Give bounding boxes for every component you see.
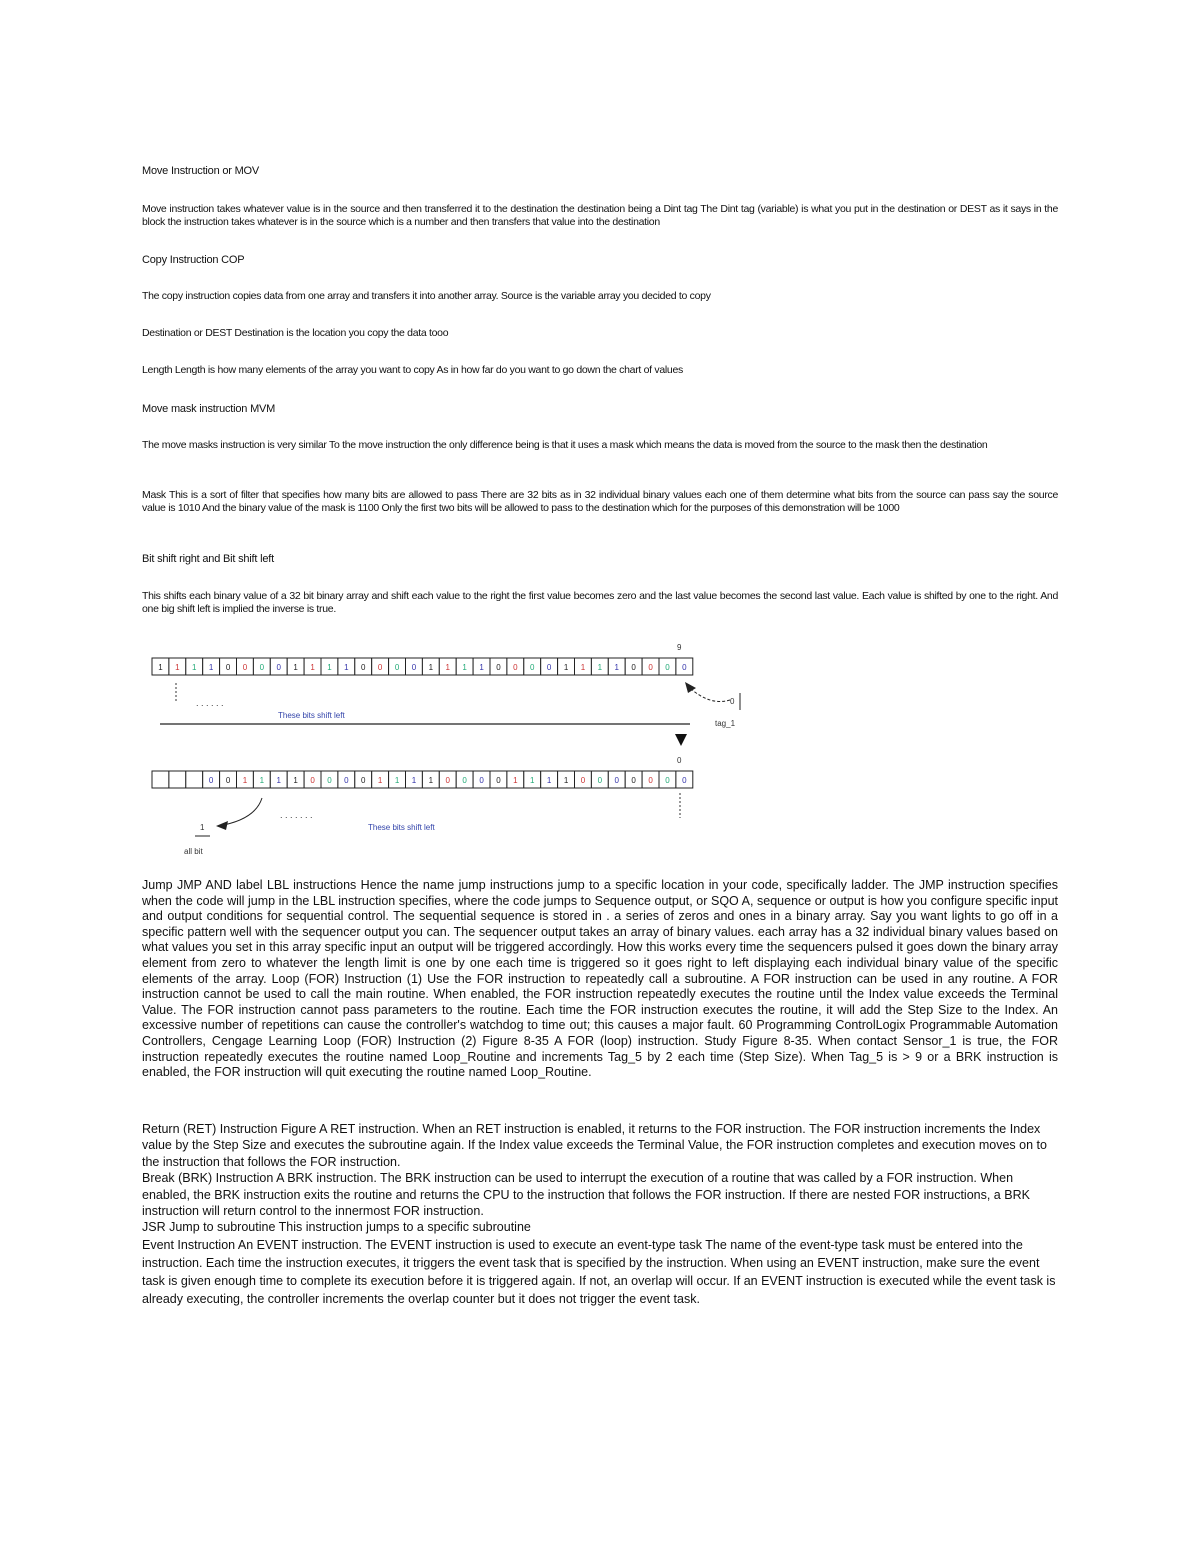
destination-paragraph: Destination or DEST Destination is the location you copy the data tooo xyxy=(142,327,449,339)
top-array-bit: 1 xyxy=(175,663,180,672)
shift-label-top: These bits shift left xyxy=(278,711,345,720)
brk-paragraph: Break (BRK) Instruction A BRK instruction. The BRK instruction can be used to interrupt the execution of a routine that was called by a FOR instruction. When enabled, the BRK instruction exits the routine and returns the CPU to the instruction that follows the FOR instruction. If there are nested FOR instructions, a BRK instruction will return control to the innermost FOR instruction. xyxy=(142,1171,1030,1219)
bottom-array-bit: 1 xyxy=(242,776,248,785)
top-array-bit: 0 xyxy=(665,663,670,672)
bottom-array-bit: 1 xyxy=(563,776,569,785)
top-array-bit: 1 xyxy=(428,663,434,672)
bottom-array-cell xyxy=(169,771,186,788)
bottom-array-bit: 0 xyxy=(682,776,687,785)
top-array-bit: 0 xyxy=(242,663,248,672)
bottom-marker: 0 xyxy=(677,756,682,765)
in-tag-label: tag_1 xyxy=(715,719,736,728)
cop-heading: Copy Instruction COP xyxy=(142,254,245,266)
mvm-paragraph: The move masks instruction is very similar To the move instruction the only difference being is that it uses a mask which means the data is moved from the source to the mask then the destination xyxy=(142,439,988,451)
top-array-bit: 1 xyxy=(208,663,214,672)
bottom-array-bit: 0 xyxy=(344,776,349,785)
bottom-array-bit: 0 xyxy=(208,776,214,785)
bottom-array-bit: 0 xyxy=(310,776,315,785)
bottom-array-bit: 0 xyxy=(580,776,586,785)
length-paragraph: Length Length is how many elements of the array you want to copy As in how far do you want to go down the chart of values xyxy=(142,364,683,376)
side-marker: 0 xyxy=(730,697,735,706)
bottom-array-bit: 1 xyxy=(394,776,400,785)
top-array-bit: 0 xyxy=(377,663,383,672)
bottom-array-bit: 0 xyxy=(479,776,484,785)
top-array-bit: 1 xyxy=(344,663,349,672)
mask-paragraph: Mask This is a sort of filter that specifies how many bits are allowed to pass There are 32 bits as in 32 individual binary values each one of them determine what bits from the source can pass say the source value is 1010 And the binary value of the mask is 1100 Only the first two bits will be allowed to pass to the destination which for the purposes of this demonstration will be 1000 xyxy=(142,489,1058,514)
top-array-bit: 1 xyxy=(293,663,298,672)
top-array-bit: 0 xyxy=(530,663,535,672)
bottom-array-bit: 0 xyxy=(462,776,467,785)
bitshift-heading: Bit shift right and Bit shift left xyxy=(142,553,274,565)
top-marker: 9 xyxy=(677,643,682,652)
top-array-bit: 0 xyxy=(225,663,231,672)
bottom-array-bit: 1 xyxy=(530,776,535,785)
mov-paragraph: Move instruction takes whatever value is in the source and then transferred it to the destination the destination being a Dint tag The Dint tag (variable) is what you put in the destination or DEST as it says in the block the instruction takes whatever is in the source which is a number and then transfers that value into the destination xyxy=(142,203,1058,228)
mvm-heading: Move mask instruction MVM xyxy=(142,403,276,415)
top-array-bit: 1 xyxy=(462,663,467,672)
bottom-array-bit: 0 xyxy=(496,776,501,785)
jump-paragraph: Jump JMP AND label LBL instructions Hence the name jump instructions jump to a specific location in your code, specifically ladder. The JMP instruction specifies when the code will jump in the LBL instruction specifies, where the code jumps to Sequence output, or SQO A, sequence or output is how you configure specific input and output conditions for sequential control. The sequential sequence is stored in . a series of zeros and ones in a binary array. Say you want lights to go off in a specific pattern well with the sequencer output you can. The sequencer output takes an array of binary values. each array has a 32 individual binary values based on what values you set in this array specific input an output will be triggered accordingly. How this works every time the sequencers pulsed it goes down the binary array element from zero to whatever the length limit is one by one each time is triggered so it goes right to left displaying each individual binary value of the specific elements of the array. Loop (FOR) Instruction (1) Use the FOR instruction to repeatedly call a subroutine. A FOR instruction can be used in any routine. A FOR instruction cannot be used to call the main routine. When enabled, the FOR instruction repeatedly executes the routine until the Index value exceeds the Terminal Value. The FOR instruction cannot pass parameters to the routine. Each time the FOR instruction executes the routine, it will add the Step Size to the Index. An excessive number of repetitions can cause the controller's watchdog to time out; this causes a major fault. 60 Programming ControlLogix Programmable Automation Controllers, Cengage Learning Loop (FOR) Instruction (2) Figure 8-35 A FOR (loop) instruction. Study Figure 8-35. When contact Sensor_1 is true, the FOR instruction repeatedly executes the routine named Loop_Routine and increments Tag_5 by 2 each time (Step Size). When Tag_5 is > 9 or a BRK instruction is enabled, the FOR instruction will quit executing the routine named Loop_Routine. xyxy=(142,878,1058,1080)
bottom-array-bit: 0 xyxy=(445,776,450,785)
top-array-bit: 1 xyxy=(327,663,332,672)
top-array-bit: 1 xyxy=(479,663,484,672)
bottom-array-cell xyxy=(152,771,169,788)
ret-paragraph: Return (RET) Instruction Figure A RET instruction. When an RET instruction is enabled, it returns to the FOR instruction. The FOR instruction increments the Index value by the Step Size and executes the subroutine again. If the Index value exceeds the Terminal Value, the FOR instruction completes and execution moves on to the instruction that follows the FOR instruction. xyxy=(142,1122,1047,1169)
bottom-array-bit: 1 xyxy=(259,776,265,785)
top-array-bit: 1 xyxy=(597,663,603,672)
bottom-array-bit: 0 xyxy=(361,776,366,785)
bottom-array-bit: 0 xyxy=(597,776,603,785)
bottom-array-bit: 1 xyxy=(428,776,434,785)
shift-label-bottom: These bits shift left xyxy=(368,823,435,832)
top-array-bit: 1 xyxy=(192,663,197,672)
top-array-bit: 0 xyxy=(513,663,518,672)
bottom-array-bit: 1 xyxy=(276,776,281,785)
cop-paragraph: The copy instruction copies data from one array and transfers it into another array. Source is the variable array you decided to copy xyxy=(142,290,711,302)
bottom-array-bit: 0 xyxy=(225,776,231,785)
bottom-array-bit: 1 xyxy=(293,776,298,785)
bit-shift-figure xyxy=(140,638,752,862)
bitshift-paragraph: This shifts each binary value of a 32 bit binary array and shift each value to the right the first value becomes zero and the last value becomes the second last value. Each value is shifted by one to the right. And one big shift left is implied the inverse is true. xyxy=(142,590,1058,615)
dots-top: . . . . . . xyxy=(196,698,224,708)
bottom-array-cell xyxy=(186,771,203,788)
dots-bottom: . . . . . . . xyxy=(280,810,313,820)
top-array-bit: 1 xyxy=(614,663,619,672)
top-array-bit: 0 xyxy=(682,663,687,672)
top-array-bit: 0 xyxy=(496,663,501,672)
bottom-array-bit: 0 xyxy=(614,776,619,785)
mov-heading: Move Instruction or MOV xyxy=(142,165,260,177)
bottom-array-bit: 0 xyxy=(631,776,636,785)
top-array-bit: 1 xyxy=(563,663,569,672)
bottom-array-bit: 1 xyxy=(411,776,417,785)
top-array-bit: 0 xyxy=(276,663,281,672)
top-array-bit: 0 xyxy=(361,663,366,672)
bottom-array-bit: 1 xyxy=(377,776,383,785)
bottom-array-bit: 0 xyxy=(648,776,653,785)
top-array-bit: 0 xyxy=(648,663,653,672)
top-array-bit: 0 xyxy=(546,663,552,672)
top-array-bit: 1 xyxy=(580,663,586,672)
top-array-bit: 0 xyxy=(411,663,417,672)
bottom-array-bit: 1 xyxy=(546,776,552,785)
top-array-bit: 1 xyxy=(310,663,315,672)
top-array-bit: 0 xyxy=(259,663,265,672)
top-array-bit: 1 xyxy=(445,663,450,672)
top-array-bit: 0 xyxy=(394,663,400,672)
top-array-bit: 0 xyxy=(631,663,636,672)
bottom-array-bit: 0 xyxy=(665,776,670,785)
bottom-array-bit: 0 xyxy=(327,776,332,785)
event-paragraph: Event Instruction An EVENT instruction. The EVENT instruction is used to execute an event-type task The name of the event-type task must be entered into the instruction. Each time the instruction executes, it triggers the event task that is specified by the instruction. When using an EVENT instruction, make sure the event task is given enough time to complete its execution before it is triggered again. If not, an overlap will occur. If an EVENT instruction is executed while the event task is already executing, the controller increments the overlap counter but it does not trigger the event task. xyxy=(142,1237,1056,1307)
top-array-bit: 1 xyxy=(158,663,163,672)
out-value: 1 xyxy=(200,823,205,832)
out-tag-label: all bit xyxy=(184,847,203,856)
bottom-array-bit: 1 xyxy=(513,776,518,785)
instructions-block xyxy=(142,1121,1058,1309)
jsr-paragraph: JSR Jump to subroutine This instruction jumps to a specific subroutine xyxy=(142,1220,531,1235)
